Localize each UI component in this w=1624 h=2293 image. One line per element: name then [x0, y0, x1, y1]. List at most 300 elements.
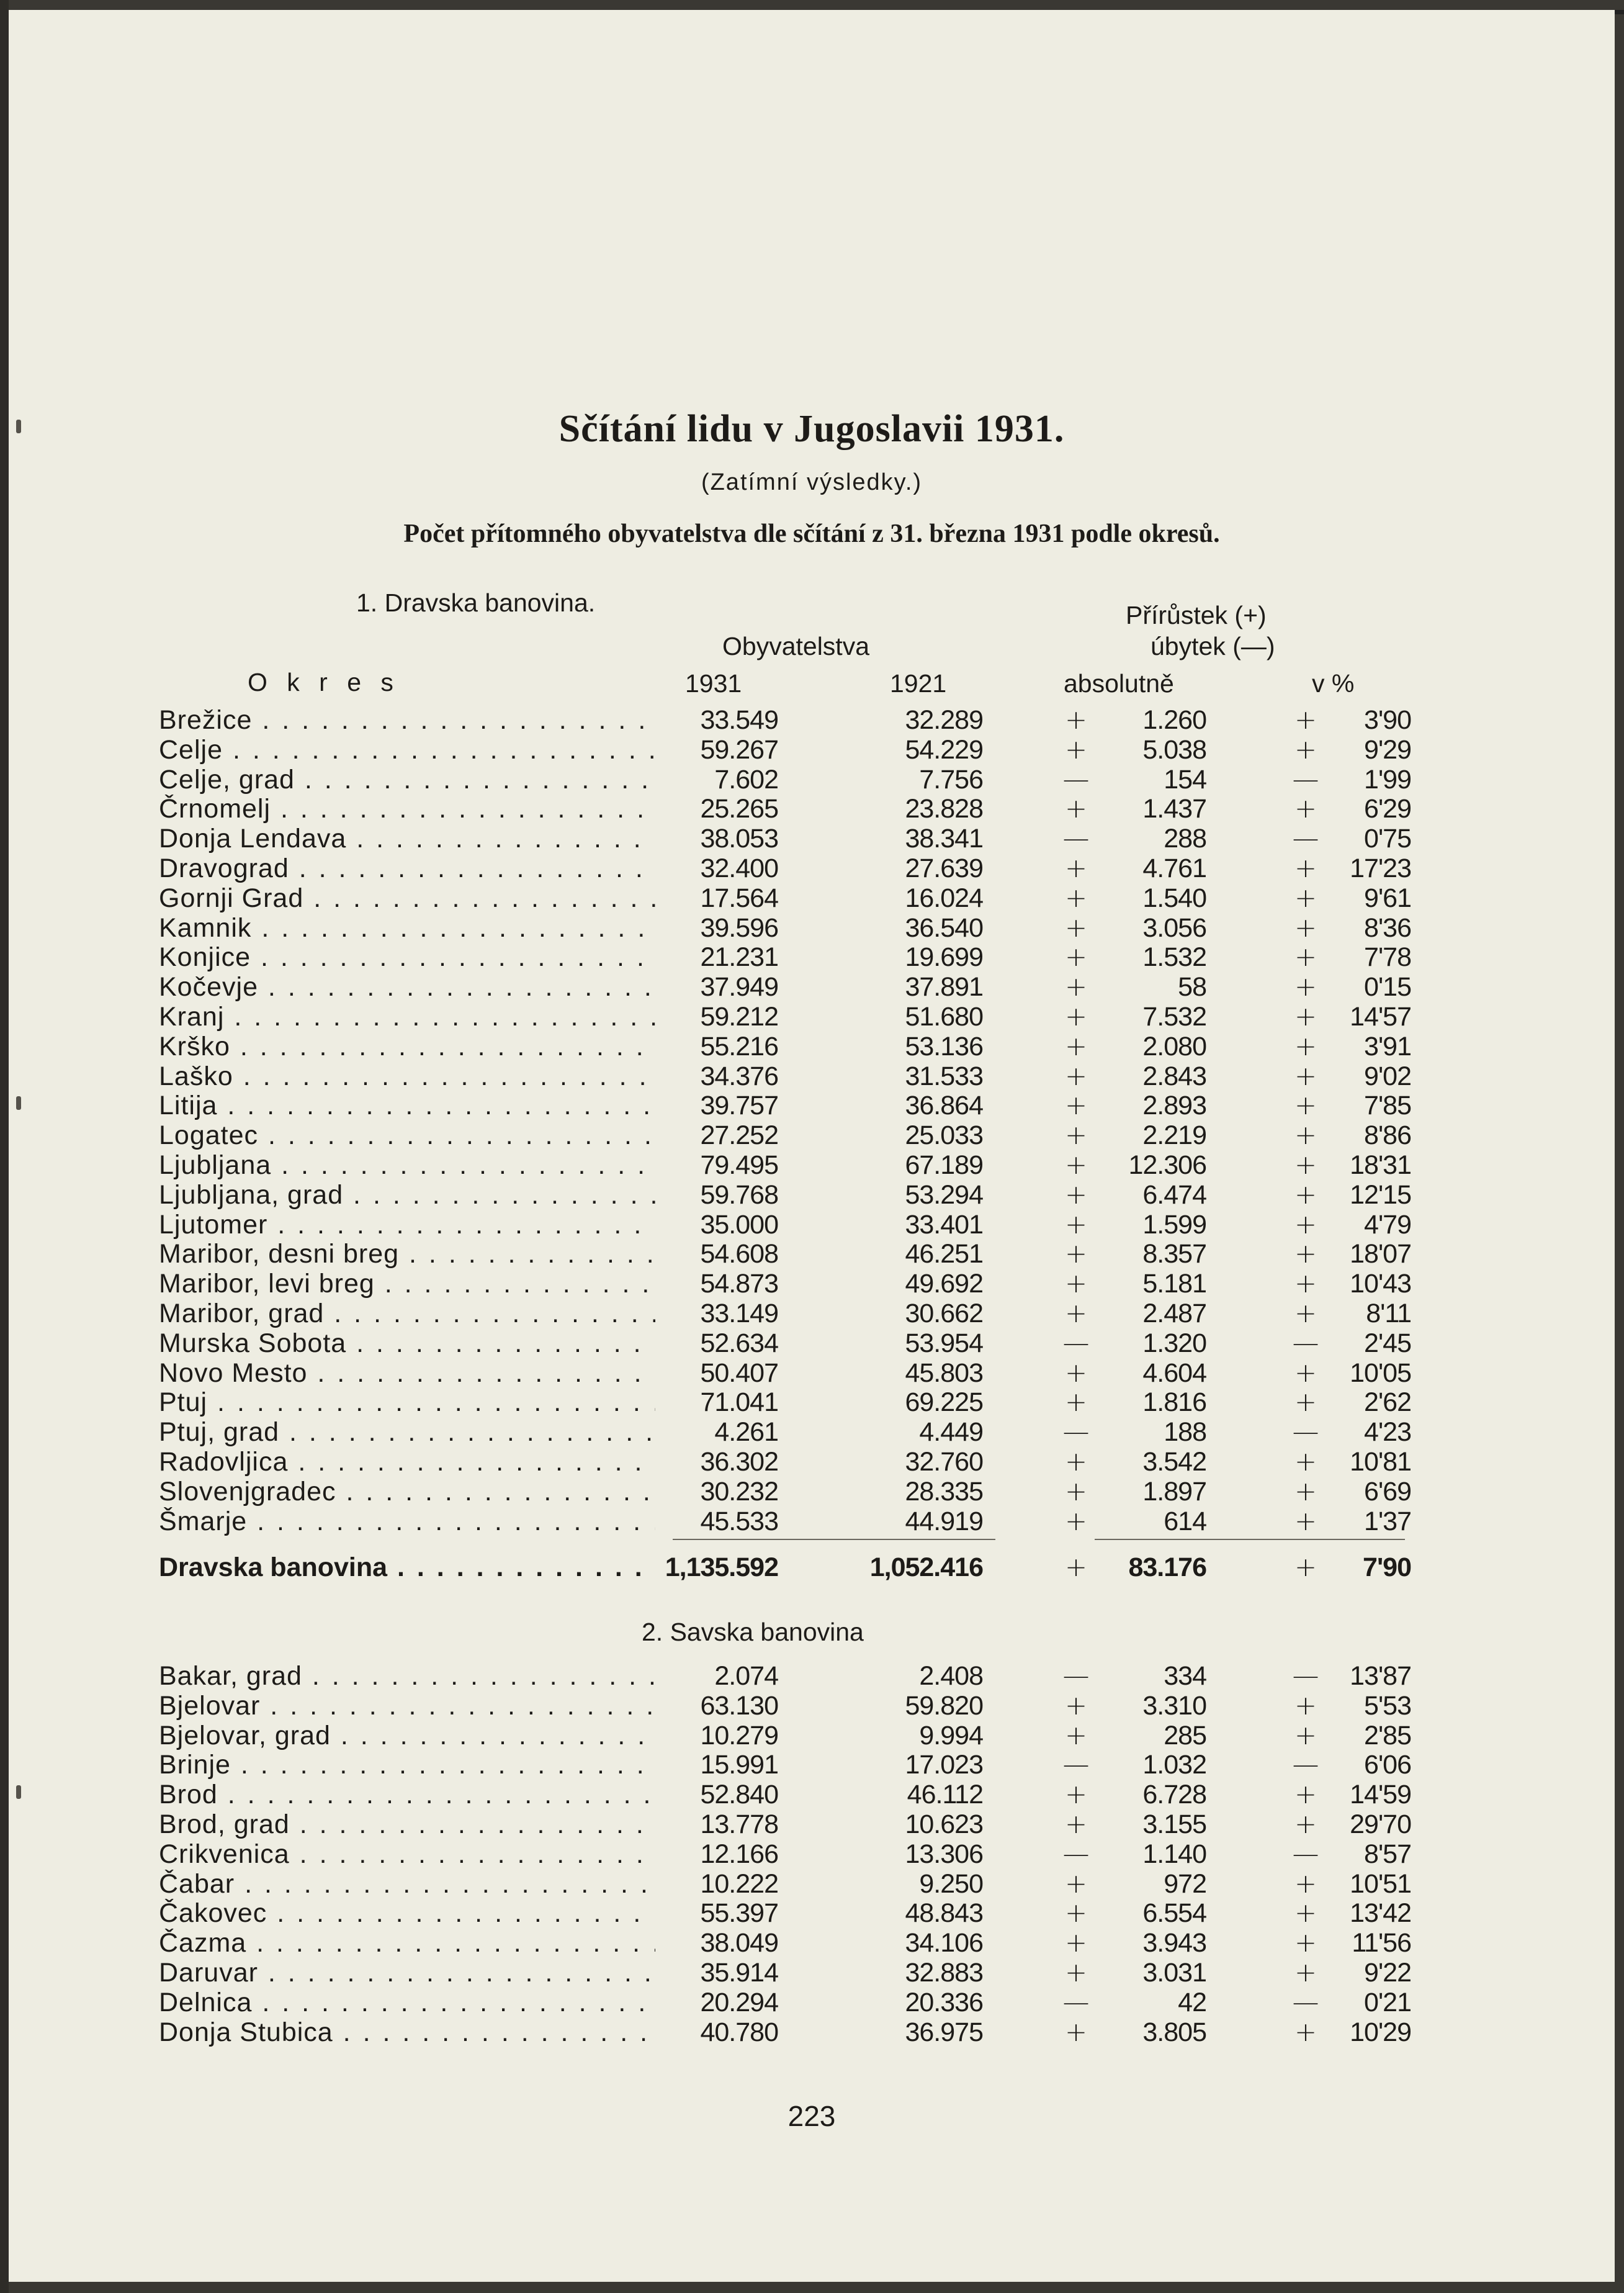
- change-absolute: 7.532: [1142, 1001, 1206, 1032]
- change-absolute: 1.532: [1142, 942, 1206, 973]
- percent-sign: —: [1292, 1327, 1319, 1359]
- table-row: [9, 1477, 1615, 1507]
- change-percent: 9'22: [1364, 1957, 1411, 1988]
- population-1931: 63.130: [700, 1690, 778, 1721]
- change-sign: +: [1064, 1552, 1088, 1583]
- percent-sign: +: [1294, 1179, 1317, 1210]
- percent-sign: +: [1294, 1268, 1317, 1300]
- population-1931: 35.000: [700, 1209, 778, 1240]
- change-sign: +: [1064, 1179, 1088, 1210]
- change-sign: —: [1062, 823, 1090, 855]
- population-1931: 10.279: [700, 1720, 778, 1750]
- change-percent: 7'90: [1363, 1552, 1411, 1582]
- change-percent: 8'36: [1364, 912, 1411, 943]
- table-row: [9, 1507, 1615, 1537]
- district-name: Donja Stubica . . .: [159, 2018, 655, 2048]
- change-percent: 10'29: [1350, 2017, 1411, 2047]
- table-row: [9, 884, 1615, 914]
- population-1921: 44.919: [905, 1506, 983, 1536]
- table-row: [9, 1750, 1615, 1780]
- district-name: Crikvenica . . .: [159, 1840, 655, 1870]
- change-sign: +: [1064, 1060, 1088, 1092]
- table-row: [9, 1181, 1615, 1210]
- table-savska: [9, 1662, 1615, 2047]
- header-1931: 1931: [685, 669, 742, 698]
- table-row: [9, 1692, 1615, 1721]
- district-name: Čabar . . .: [159, 1870, 655, 1899]
- change-percent: 10'51: [1350, 1868, 1411, 1899]
- table-row: [9, 1210, 1615, 1240]
- population-1921: 36.975: [905, 2017, 983, 2047]
- district-name: Ljubljana . . .: [159, 1151, 655, 1181]
- percent-sign: —: [1292, 823, 1319, 855]
- percent-sign: +: [1294, 1297, 1317, 1329]
- table-row: [9, 1299, 1615, 1329]
- population-1931: 55.216: [700, 1031, 778, 1061]
- population-1931: 32.400: [700, 853, 778, 883]
- population-1921: 36.540: [905, 912, 983, 943]
- header-ubytek: úbytek (—): [1151, 632, 1275, 660]
- change-absolute: 5.181: [1142, 1269, 1206, 1299]
- change-percent: 6'69: [1364, 1476, 1411, 1507]
- population-1921: 46.112: [907, 1780, 983, 1810]
- change-percent: 13'42: [1350, 1898, 1411, 1929]
- population-1921: 49.692: [905, 1269, 983, 1299]
- population-1921: 37.891: [905, 972, 983, 1002]
- change-absolute: 288: [1164, 824, 1206, 854]
- table-row: [9, 1810, 1615, 1840]
- change-absolute: 972: [1164, 1868, 1206, 1899]
- district-name: Kranj . . .: [159, 1002, 655, 1032]
- district-name: Gornji Grad . . .: [159, 884, 655, 914]
- change-sign: —: [1062, 1660, 1090, 1692]
- district-name: Maribor, levi breg . . .: [159, 1269, 655, 1299]
- population-1931: 59.212: [700, 1001, 778, 1032]
- change-sign: +: [1064, 1898, 1088, 1929]
- population-1931: 10.222: [700, 1868, 778, 1899]
- table-row: [9, 854, 1615, 884]
- percent-sign: +: [1294, 2016, 1317, 2048]
- population-1921: 33.401: [905, 1209, 983, 1240]
- population-1931: 71.041: [700, 1387, 778, 1418]
- population-1931: 12.166: [700, 1839, 778, 1869]
- change-absolute: 1.032: [1142, 1750, 1206, 1780]
- page-subtitle: (Zatímní výsledky.): [701, 469, 923, 495]
- header-prirustek: Přírůstek (+): [1126, 601, 1267, 629]
- percent-sign: —: [1292, 1660, 1319, 1692]
- change-absolute: 1.816: [1142, 1387, 1206, 1418]
- table-row: [9, 943, 1615, 973]
- change-percent: 29'70: [1350, 1809, 1411, 1839]
- table-row: [9, 1929, 1615, 1958]
- change-absolute: 1.140: [1142, 1839, 1206, 1869]
- district-name: Ljutomer . . .: [159, 1210, 655, 1240]
- population-1931: 39.757: [700, 1091, 778, 1121]
- population-1931: 52.634: [700, 1328, 778, 1358]
- population-1921: 51.680: [905, 1001, 983, 1032]
- population-1921: 28.335: [905, 1476, 983, 1507]
- table-row: [9, 1899, 1615, 1929]
- change-absolute: 3.031: [1142, 1957, 1206, 1988]
- table-row: [9, 1448, 1615, 1477]
- change-sign: +: [1064, 1446, 1088, 1477]
- population-1921: 27.639: [905, 853, 983, 883]
- change-sign: +: [1064, 2016, 1088, 2048]
- page-number: 223: [787, 2100, 836, 2132]
- population-1921: 16.024: [905, 883, 983, 913]
- percent-sign: +: [1294, 1446, 1317, 1477]
- change-absolute: 2.487: [1142, 1298, 1206, 1328]
- district-name: Brod, grad . . .: [159, 1810, 655, 1840]
- population-1921: 38.341: [905, 824, 983, 854]
- table-row: [9, 1240, 1615, 1269]
- change-absolute: 1.320: [1142, 1328, 1206, 1358]
- district-name: Celje . . .: [159, 736, 655, 765]
- change-absolute: 58: [1178, 972, 1206, 1002]
- population-1921: 32.289: [905, 705, 983, 735]
- change-absolute: 42: [1178, 1987, 1206, 2017]
- population-1931: 20.294: [700, 1987, 778, 2017]
- population-1921: 25.033: [905, 1120, 983, 1151]
- population-1921: 34.106: [905, 1928, 983, 1958]
- header-okres: O k r e s: [248, 668, 400, 696]
- table-row: [9, 973, 1615, 1002]
- change-sign: —: [1062, 764, 1090, 795]
- change-percent: 0'15: [1364, 972, 1411, 1002]
- table-row: [9, 1269, 1615, 1299]
- district-name: Ptuj . . .: [159, 1388, 655, 1418]
- table-row: [9, 1329, 1615, 1359]
- percent-sign: +: [1294, 1690, 1317, 1721]
- table-row: [9, 1002, 1615, 1032]
- change-percent: 8'57: [1364, 1839, 1411, 1869]
- change-sign: +: [1064, 942, 1088, 973]
- percent-sign: +: [1294, 882, 1317, 914]
- change-percent: 3'91: [1364, 1031, 1411, 1061]
- change-sign: —: [1062, 1986, 1090, 2018]
- population-1921: 59.820: [905, 1690, 983, 1721]
- change-absolute: 1.540: [1142, 883, 1206, 913]
- change-absolute: 1.599: [1142, 1209, 1206, 1240]
- change-sign: +: [1064, 1690, 1088, 1721]
- population-1921: 53.954: [905, 1328, 983, 1358]
- district-name: Konjice . . .: [159, 943, 655, 973]
- change-percent: 4'23: [1364, 1417, 1411, 1448]
- section-title-dravska: 1. Dravska banovina.: [356, 588, 596, 617]
- change-absolute: 6.554: [1142, 1898, 1206, 1929]
- population-1921: 31.533: [905, 1061, 983, 1091]
- change-percent: 11'56: [1352, 1928, 1411, 1958]
- header-procent: v %: [1312, 669, 1355, 698]
- change-absolute: 2.080: [1142, 1031, 1206, 1061]
- percent-sign: +: [1294, 1505, 1317, 1537]
- table-row: [9, 1721, 1615, 1751]
- percent-sign: +: [1294, 1001, 1317, 1032]
- district-name: Brod . . .: [159, 1780, 655, 1810]
- district-name: Brežice . . .: [159, 706, 655, 736]
- change-sign: —: [1062, 1417, 1090, 1448]
- change-absolute: 3.943: [1142, 1928, 1206, 1958]
- percent-sign: +: [1294, 1552, 1317, 1583]
- population-1931: 37.949: [700, 972, 778, 1002]
- population-1931: 54.873: [700, 1269, 778, 1299]
- change-absolute: 2.219: [1142, 1120, 1206, 1151]
- population-1931: 21.231: [700, 942, 778, 973]
- change-sign: +: [1064, 1719, 1088, 1751]
- population-1931: 2.074: [714, 1661, 778, 1691]
- percent-sign: +: [1294, 942, 1317, 973]
- change-percent: 4'79: [1364, 1209, 1411, 1240]
- change-sign: +: [1064, 1001, 1088, 1032]
- change-percent: 0'75: [1364, 824, 1411, 854]
- change-absolute: 6.474: [1142, 1179, 1206, 1210]
- population-1921: 30.662: [905, 1298, 983, 1328]
- percent-sign: +: [1294, 1927, 1317, 1959]
- table-row: [9, 1091, 1615, 1121]
- percent-sign: +: [1294, 1387, 1317, 1418]
- population-1921: 2.408: [919, 1661, 983, 1691]
- population-1931: 33.549: [700, 705, 778, 735]
- table-dravska: [9, 706, 1615, 1536]
- district-name: Logatec . . .: [159, 1121, 655, 1151]
- change-percent: 5'53: [1364, 1690, 1411, 1721]
- table-row: [9, 914, 1615, 944]
- percent-sign: —: [1292, 1838, 1319, 1870]
- district-name: Dravska banovina . . .: [159, 1553, 655, 1583]
- section-title-savska: 2. Savska banovina: [642, 1618, 864, 1646]
- table-row: [9, 1062, 1615, 1092]
- table-row: [9, 1388, 1615, 1418]
- table-row: [9, 2018, 1615, 2048]
- change-absolute: 8.357: [1142, 1239, 1206, 1269]
- change-sign: +: [1064, 1209, 1088, 1240]
- percent-sign: +: [1294, 971, 1317, 1003]
- percent-sign: +: [1294, 1120, 1317, 1151]
- change-absolute: 6.728: [1142, 1780, 1206, 1810]
- change-percent: 2'62: [1364, 1387, 1411, 1418]
- district-name: Črnomelj . . .: [159, 795, 655, 824]
- district-name: Radovljica . . .: [159, 1448, 655, 1477]
- document-page: [9, 10, 1615, 2282]
- district-name: Maribor, desni breg . . .: [159, 1240, 655, 1269]
- district-name: Novo Mesto . . .: [159, 1359, 655, 1389]
- percent-sign: +: [1294, 1060, 1317, 1092]
- change-percent: 14'59: [1350, 1780, 1411, 1810]
- change-percent: 6'06: [1364, 1750, 1411, 1780]
- population-1921: 9.250: [919, 1868, 983, 1899]
- population-1921: 53.136: [905, 1031, 983, 1061]
- district-name: Slovenjgradec . . .: [159, 1477, 655, 1507]
- population-1921: 7.756: [919, 764, 983, 795]
- change-sign: +: [1064, 1505, 1088, 1537]
- population-1931: 79.495: [700, 1150, 778, 1180]
- population-1921: 36.864: [905, 1091, 983, 1121]
- table-row: [9, 795, 1615, 824]
- change-sign: +: [1064, 1808, 1088, 1840]
- district-name: Krško . . .: [159, 1032, 655, 1062]
- change-percent: 9'29: [1364, 734, 1411, 765]
- district-name: Šmarje . . .: [159, 1507, 655, 1537]
- district-name: Delnica . . .: [159, 1988, 655, 2018]
- population-1931: 39.596: [700, 912, 778, 943]
- population-1931: 55.397: [700, 1898, 778, 1929]
- change-absolute: 614: [1164, 1506, 1206, 1536]
- population-1931: 59.768: [700, 1179, 778, 1210]
- percent-sign: —: [1292, 1749, 1319, 1781]
- change-sign: +: [1064, 793, 1088, 825]
- table-row: [9, 1418, 1615, 1448]
- district-name: Celje, grad . . .: [159, 765, 655, 795]
- population-1931: 54.608: [700, 1239, 778, 1269]
- change-percent: 0'21: [1364, 1987, 1411, 2017]
- population-1931: 38.053: [700, 824, 778, 854]
- population-1931: 33.149: [700, 1298, 778, 1328]
- change-absolute: 3.805: [1142, 2017, 1206, 2047]
- district-name: Brinje . . .: [159, 1750, 655, 1780]
- population-1931: 45.533: [700, 1506, 778, 1536]
- percent-sign: +: [1294, 1868, 1317, 1899]
- population-1921: 54.229: [905, 734, 983, 765]
- population-1921: 20.336: [905, 1987, 983, 2017]
- population-1921: 69.225: [905, 1387, 983, 1418]
- table-row: [9, 1121, 1615, 1151]
- change-percent: 17'23: [1350, 853, 1411, 883]
- population-1931: 52.840: [700, 1780, 778, 1810]
- table-row: [9, 1780, 1615, 1810]
- change-sign: +: [1064, 852, 1088, 884]
- district-name: Čakovec . . .: [159, 1899, 655, 1929]
- percent-sign: +: [1294, 793, 1317, 825]
- change-sign: —: [1062, 1838, 1090, 1870]
- change-sign: +: [1064, 1268, 1088, 1300]
- change-percent: 6'29: [1364, 794, 1411, 824]
- population-1921: 23.828: [905, 794, 983, 824]
- change-absolute: 5.038: [1142, 734, 1206, 765]
- population-1921: 48.843: [905, 1898, 983, 1929]
- percent-sign: +: [1294, 1209, 1317, 1240]
- change-sign: +: [1064, 1927, 1088, 1959]
- change-absolute: 4.604: [1142, 1358, 1206, 1388]
- change-sign: +: [1064, 1957, 1088, 1988]
- page-title: Sčítání lidu v Jugoslavii 1931.: [559, 408, 1065, 450]
- population-1931: 36.302: [700, 1446, 778, 1477]
- district-name: Kočevje . . .: [159, 973, 655, 1002]
- population-1931: 15.991: [700, 1750, 778, 1780]
- population-1931: 59.267: [700, 734, 778, 765]
- change-absolute: 4.761: [1142, 853, 1206, 883]
- district-name: Bjelovar, grad . . .: [159, 1721, 655, 1751]
- population-1921: 45.803: [905, 1358, 983, 1388]
- change-percent: 1'37: [1364, 1506, 1411, 1536]
- population-1931: 34.376: [700, 1061, 778, 1091]
- table-row: [9, 1988, 1615, 2018]
- change-sign: +: [1064, 1090, 1088, 1122]
- population-1921: 46.251: [905, 1239, 983, 1269]
- table-row: [9, 706, 1615, 736]
- population-1931: 38.049: [700, 1928, 778, 1958]
- change-sign: +: [1064, 971, 1088, 1003]
- population-1921: 19.699: [905, 942, 983, 973]
- percent-sign: +: [1294, 1149, 1317, 1181]
- book-binding-edge: [0, 0, 9, 2293]
- table-row: [9, 1032, 1615, 1062]
- table-row: [9, 1840, 1615, 1870]
- district-name: Ptuj, grad . . .: [159, 1418, 655, 1448]
- population-1931: 25.265: [700, 794, 778, 824]
- population-1921: 10.623: [905, 1809, 983, 1839]
- change-absolute: 188: [1164, 1417, 1206, 1448]
- percent-sign: +: [1294, 734, 1317, 765]
- population-1931: 30.232: [700, 1476, 778, 1507]
- population-1931: 40.780: [700, 2017, 778, 2047]
- district-name: Murska Sobota . . .: [159, 1329, 655, 1359]
- table-heading: Počet přítomného obyvatelstva dle sčítání z 31. března 1931 podle okresů.: [403, 520, 1220, 548]
- change-absolute: 83.176: [1128, 1552, 1206, 1582]
- population-1931: 13.778: [700, 1809, 778, 1839]
- header-absolutne: absolutně: [1064, 669, 1174, 698]
- change-percent: 13'87: [1350, 1661, 1411, 1691]
- change-percent: 2'45: [1364, 1328, 1411, 1358]
- change-sign: +: [1064, 1475, 1088, 1507]
- change-percent: 2'85: [1364, 1720, 1411, 1750]
- percent-sign: +: [1294, 852, 1317, 884]
- district-name: Ljubljana, grad . . .: [159, 1181, 655, 1210]
- change-absolute: 334: [1164, 1661, 1206, 1691]
- change-percent: 12'15: [1350, 1179, 1411, 1210]
- percent-sign: +: [1294, 912, 1317, 944]
- population-1931: 27.252: [700, 1120, 778, 1151]
- district-name: Bakar, grad . . .: [159, 1662, 655, 1692]
- change-absolute: 2.843: [1142, 1061, 1206, 1091]
- change-percent: 9'02: [1364, 1061, 1411, 1091]
- district-name: Laško . . .: [159, 1062, 655, 1092]
- table-row: [9, 1958, 1615, 1988]
- total-row: [9, 1553, 1615, 1583]
- population-1921: 67.189: [905, 1150, 983, 1180]
- sum-rule: [1095, 1539, 1405, 1540]
- change-absolute: 3.542: [1142, 1446, 1206, 1477]
- change-sign: +: [1064, 1120, 1088, 1151]
- population-1931: 17.564: [700, 883, 778, 913]
- change-percent: 18'31: [1350, 1150, 1411, 1180]
- percent-sign: +: [1294, 1898, 1317, 1929]
- percent-sign: +: [1294, 1238, 1317, 1270]
- percent-sign: +: [1294, 1808, 1317, 1840]
- change-sign: —: [1062, 1327, 1090, 1359]
- change-sign: +: [1064, 1149, 1088, 1181]
- percent-sign: +: [1294, 1030, 1317, 1062]
- percent-sign: +: [1294, 1957, 1317, 1988]
- change-sign: +: [1064, 1030, 1088, 1062]
- change-percent: 8'11: [1366, 1298, 1411, 1328]
- change-absolute: 12.306: [1128, 1150, 1206, 1180]
- population-1931: 50.407: [700, 1358, 778, 1388]
- change-absolute: 1.260: [1142, 705, 1206, 735]
- district-name: Daruvar . . .: [159, 1958, 655, 1988]
- population-1921: 32.760: [905, 1446, 983, 1477]
- change-sign: +: [1064, 734, 1088, 765]
- table-row: [9, 1870, 1615, 1899]
- population-1921: 13.306: [905, 1839, 983, 1869]
- population-1921: 17.023: [905, 1750, 983, 1780]
- district-name: Litija . . .: [159, 1091, 655, 1121]
- change-percent: 10'05: [1350, 1358, 1411, 1388]
- district-name: Dravograd . . .: [159, 854, 655, 884]
- change-sign: +: [1064, 1357, 1088, 1389]
- header-obyvatelstva: Obyvatelstva: [722, 632, 869, 660]
- change-sign: +: [1064, 912, 1088, 944]
- percent-sign: —: [1292, 1417, 1319, 1448]
